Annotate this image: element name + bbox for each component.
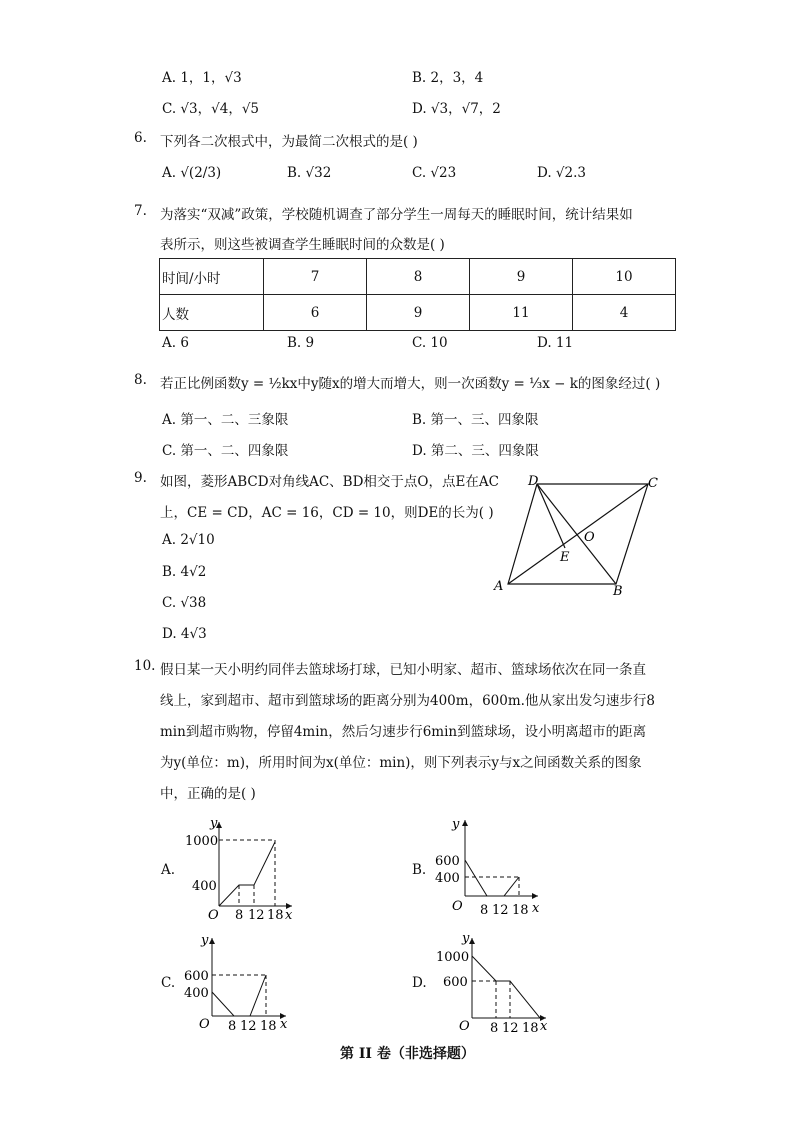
sleep-time-table <box>159 258 676 331</box>
graph-d-y-axis-label: y <box>462 931 470 946</box>
graph-d-origin: O <box>459 1019 470 1034</box>
q5-option-d: D. √3，√7，2 <box>412 101 501 117</box>
q10-line2: 线上，家到超市、超市到篮球场的距离分别为400m，600m.他从家出发匀速步行8 <box>160 693 656 709</box>
q9-option-c: C. √38 <box>162 595 207 611</box>
q6-option-a: A. √(2/3) <box>162 165 222 181</box>
q10-line5: 中，正确的是( ) <box>160 786 256 802</box>
graph-c-y-tick: 600 <box>184 969 209 984</box>
graph-d-x-tick: 8 <box>490 1021 499 1036</box>
q7-number: 7. <box>134 203 147 219</box>
q8-option-b: B. 第一、三、四象限 <box>412 412 539 428</box>
graph-c-x-axis-label: x <box>280 1017 288 1032</box>
graph-c-x-tick: 8 <box>228 1019 237 1033</box>
graph-a-option-label: A. <box>161 862 176 878</box>
q8-option-a: A. 第一、二、三象限 <box>162 412 289 428</box>
q10-line4: 为y(单位：m)，所用时间为x(单位：min)，则下列表示y与x之间函数关系的图象 <box>160 755 642 771</box>
graph-b-option-label: B. <box>412 862 427 878</box>
q6-option-c: C. √23 <box>412 165 457 181</box>
table-row <box>160 259 676 295</box>
graph-a-y-tick: 400 <box>192 879 217 894</box>
rhombus-figure <box>488 468 668 598</box>
q5-option-b: B. 2，3，4 <box>412 70 484 86</box>
table-cell: 9 <box>367 295 470 331</box>
graph-a-y-tick: 1000 <box>185 834 219 849</box>
q6-option-d: D. √2.3 <box>537 165 586 181</box>
q8-number: 8. <box>134 372 147 388</box>
point-e-label: E <box>560 550 570 565</box>
graph-d-x-axis-label: x <box>540 1019 548 1034</box>
graph-b-y-tick: 600 <box>435 854 460 869</box>
vertex-c-label: C <box>648 476 658 491</box>
vertex-a-label: A <box>494 579 504 594</box>
section-title: 第 II 卷（非选择题） <box>340 1046 475 1062</box>
graph-c-y-axis-label: y <box>201 933 209 948</box>
vertex-b-label: B <box>613 584 623 598</box>
graph-d-option-label: D. <box>412 975 427 991</box>
graph-d-y-tick: 600 <box>443 975 468 990</box>
graph-c-y-tick: 400 <box>184 986 209 1001</box>
graph-a-x-tick: 12 <box>248 908 265 922</box>
q9-option-d: D. 4√3 <box>162 626 207 642</box>
graph-c <box>182 928 302 1033</box>
graph-a-x-tick: 8 <box>235 908 244 922</box>
q6-stem: 下列各二次根式中，为最简二次根式的是( ) <box>160 134 418 150</box>
q7-option-b: B. 9 <box>287 335 315 351</box>
point-o-label: O <box>584 530 595 545</box>
q7-option-c: C. 10 <box>412 335 448 351</box>
graph-a-origin: O <box>208 908 219 922</box>
table-cell: 11 <box>470 295 573 331</box>
table-row <box>160 295 676 331</box>
graph-b-origin: O <box>452 899 463 914</box>
graph-d-x-tick: 18 <box>522 1021 539 1036</box>
q10-line1: 假日某一天小明约同伴去篮球场打球，已知小明家、超市、篮球场依次在同一条直 <box>160 662 646 678</box>
graph-b-x-tick: 18 <box>512 903 529 918</box>
q9-number: 9. <box>134 470 147 486</box>
q7-option-a: A. 6 <box>162 335 189 351</box>
graph-d-y-tick: 1000 <box>436 950 470 965</box>
q6-option-b: B. √32 <box>287 165 332 181</box>
table-header-cell: 时间/小时 <box>160 259 264 295</box>
q7-stem-line1: 为落实“双减”政策，学校随机调查了部分学生一周每天的睡眠时间，统计结果如 <box>160 207 633 223</box>
q5-option-c: C. √3，√4，√5 <box>162 101 260 117</box>
table-cell: 9 <box>470 259 573 295</box>
graph-a <box>182 812 302 922</box>
q8-option-c: C. 第一、二、四象限 <box>162 443 289 459</box>
q9-option-b: B. 4√2 <box>162 564 207 580</box>
q9-stem-line2: 上，CE = CD，AC = 16，CD = 10，则DE的长为( ) <box>160 505 494 521</box>
graph-c-option-label: C. <box>161 975 176 991</box>
table-cell: 8 <box>367 259 470 295</box>
graph-b-x-axis-label: x <box>532 901 540 916</box>
graph-a-x-tick: 18 <box>267 908 284 922</box>
q6-number: 6. <box>134 130 147 146</box>
q9-stem-line1: 如图，菱形ABCD对角线AC、BD相交于点O，点E在AC <box>160 474 499 490</box>
vertex-d-label: D <box>528 474 539 489</box>
graph-a-x-axis-label: x <box>285 908 293 922</box>
q8-stem: 若正比例函数y = ½kx中y随x的增大而增大，则一次函数y = ⅓x − k的图象经过( ) <box>160 376 661 392</box>
table-cell: 7 <box>264 259 367 295</box>
q10-number: 10. <box>134 658 156 674</box>
graph-c-x-tick: 18 <box>260 1019 277 1033</box>
table-header-cell: 人数 <box>160 295 264 331</box>
graph-b-x-tick: 8 <box>480 903 489 918</box>
q7-stem-line2: 表所示，则这些被调查学生睡眠时间的众数是( ) <box>160 237 445 253</box>
graph-b-x-tick: 12 <box>492 903 509 918</box>
graph-d <box>432 928 557 1036</box>
q8-option-d: D. 第二、三、四象限 <box>412 443 539 459</box>
q5-option-a: A. 1，1，√3 <box>162 70 242 86</box>
graph-b-y-axis-label: y <box>452 817 460 832</box>
graph-c-x-tick: 12 <box>240 1019 257 1033</box>
q7-option-d: D. 11 <box>537 335 574 351</box>
graph-b-y-tick: 400 <box>435 871 460 886</box>
table-cell: 6 <box>264 295 367 331</box>
q9-option-a: A. 2√10 <box>162 532 215 548</box>
graph-d-x-tick: 12 <box>502 1021 519 1036</box>
graph-c-origin: O <box>199 1017 210 1032</box>
graph-a-y-axis-label: y <box>210 816 218 831</box>
table-cell: 10 <box>573 259 676 295</box>
graph-b <box>432 812 552 922</box>
table-cell: 4 <box>573 295 676 331</box>
q10-line3: min到超市购物，停留4min，然后匀速步行6min到篮球场，设小明离超市的距离 <box>160 724 647 740</box>
